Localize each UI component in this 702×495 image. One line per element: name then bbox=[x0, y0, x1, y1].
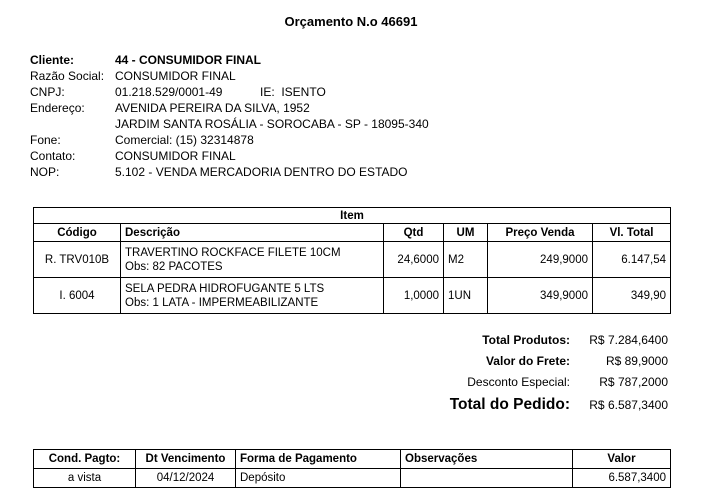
customer-row-nop bbox=[30, 164, 650, 180]
customer-row-fone bbox=[30, 132, 650, 148]
cell-codigo: R. TRV010B bbox=[34, 242, 121, 278]
customer-row-razao-social bbox=[30, 68, 650, 84]
cell-vl-total: 6.147,54 bbox=[593, 242, 671, 278]
column-header-forma-pagamento: Forma de Pagamento bbox=[236, 450, 401, 469]
cell-descricao bbox=[121, 278, 384, 314]
label-cliente: Cliente: bbox=[30, 53, 75, 67]
customer-details bbox=[30, 52, 650, 180]
item-table bbox=[33, 207, 671, 314]
value-contato: CONSUMIDOR FINAL bbox=[115, 149, 236, 163]
cell-cond-pagto: a vista bbox=[34, 469, 136, 488]
valor-frete-label: Valor do Frete: bbox=[485, 354, 570, 368]
label-cnpj: CNPJ: bbox=[30, 85, 65, 99]
customer-row-cnpj bbox=[30, 84, 650, 100]
value-endereco-line2: JARDIM SANTA ROSÁLIA - SOROCABA - SP - 18095-340 bbox=[115, 117, 429, 131]
label-nop: NOP: bbox=[30, 165, 60, 179]
total-pedido-row bbox=[360, 396, 670, 422]
desconto-especial-value: R$ 787,2000 bbox=[599, 375, 668, 389]
column-header-valor: Valor bbox=[573, 450, 671, 469]
valor-frete-value: R$ 89,9000 bbox=[605, 354, 668, 368]
descricao-obs: Obs: 1 LATA - IMPERMEABILIZANTE bbox=[125, 296, 319, 309]
total-produtos-value: R$ 7.284,6400 bbox=[589, 333, 668, 347]
page-title: Orçamento N.o 46691 bbox=[284, 14, 418, 29]
column-header-qtd: Qtd bbox=[384, 224, 444, 242]
cell-um: M2 bbox=[444, 242, 488, 278]
cell-vl-total: 349,90 bbox=[593, 278, 671, 314]
cell-preco-venda: 349,9000 bbox=[488, 278, 593, 314]
column-header-vl-total: Vl. Total bbox=[593, 224, 671, 242]
cell-descricao bbox=[121, 242, 384, 278]
column-header-preco-venda: Preço Venda bbox=[488, 224, 593, 242]
cell-preco-venda: 249,9000 bbox=[488, 242, 593, 278]
column-header-cond-pagto: Cond. Pagto: bbox=[34, 450, 136, 469]
descricao-text: SELA PEDRA HIDROFUGANTE 5 LTS bbox=[125, 282, 325, 295]
table-row bbox=[34, 278, 671, 314]
label-contato: Contato: bbox=[30, 149, 76, 163]
value-fone: Comercial: (15) 32314878 bbox=[115, 133, 254, 147]
item-table-header-row bbox=[34, 224, 671, 242]
column-header-observacoes: Observações bbox=[401, 450, 573, 469]
customer-row-contato bbox=[30, 148, 650, 164]
cell-forma-pagamento: Depósito bbox=[236, 469, 401, 488]
total-pedido-value: R$ 6.587,3400 bbox=[589, 398, 668, 412]
value-ie: ISENTO bbox=[281, 85, 326, 99]
cell-um: 1UN bbox=[444, 278, 488, 314]
total-pedido-label: Total do Pedido: bbox=[449, 396, 570, 413]
table-row bbox=[34, 469, 671, 488]
column-header-dt-vencimento: Dt Vencimento bbox=[136, 450, 236, 469]
item-table-band-row bbox=[34, 208, 671, 224]
payment-table-header-row bbox=[34, 450, 671, 469]
table-row bbox=[34, 242, 671, 278]
label-endereco: Endereço: bbox=[30, 101, 85, 115]
column-header-um: UM bbox=[444, 224, 488, 242]
payment-table bbox=[33, 449, 671, 488]
cell-dt-vencimento: 04/12/2024 bbox=[136, 469, 236, 488]
value-razao-social: CONSUMIDOR FINAL bbox=[115, 69, 236, 83]
column-header-codigo: Código bbox=[34, 224, 121, 242]
valor-frete-row bbox=[360, 354, 670, 375]
label-razao-social: Razão Social: bbox=[30, 69, 105, 83]
customer-row-endereco bbox=[30, 100, 650, 116]
value-cliente: 44 - CONSUMIDOR FINAL bbox=[115, 53, 262, 67]
cell-valor: 6.587,3400 bbox=[573, 469, 671, 488]
cell-qtd: 24,6000 bbox=[384, 242, 444, 278]
descricao-obs: Obs: 82 PACOTES bbox=[125, 260, 223, 273]
total-produtos-label: Total Produtos: bbox=[482, 333, 570, 347]
cell-codigo: I. 6004 bbox=[34, 278, 121, 314]
descricao-text: TRAVERTINO ROCKFACE FILETE 10CM bbox=[125, 246, 341, 259]
label-fone: Fone: bbox=[30, 133, 61, 147]
item-table-band-title: Item bbox=[34, 208, 671, 224]
customer-row-cliente bbox=[30, 52, 650, 68]
cell-observacoes bbox=[401, 469, 573, 488]
total-produtos-row bbox=[360, 333, 670, 354]
label-ie: IE: bbox=[260, 85, 275, 99]
value-endereco: AVENIDA PEREIRA DA SILVA, 1952 bbox=[115, 101, 310, 115]
value-cnpj: 01.218.529/0001-49 bbox=[115, 85, 223, 99]
column-header-descricao: Descrição bbox=[121, 224, 384, 242]
desconto-especial-row bbox=[360, 375, 670, 396]
customer-row-endereco-line2 bbox=[30, 116, 650, 132]
cell-qtd: 1,0000 bbox=[384, 278, 444, 314]
value-nop: 5.102 - VENDA MERCADORIA DENTRO DO ESTADO bbox=[115, 165, 408, 179]
totals-block bbox=[360, 333, 670, 422]
desconto-especial-label: Desconto Especial: bbox=[467, 375, 570, 389]
